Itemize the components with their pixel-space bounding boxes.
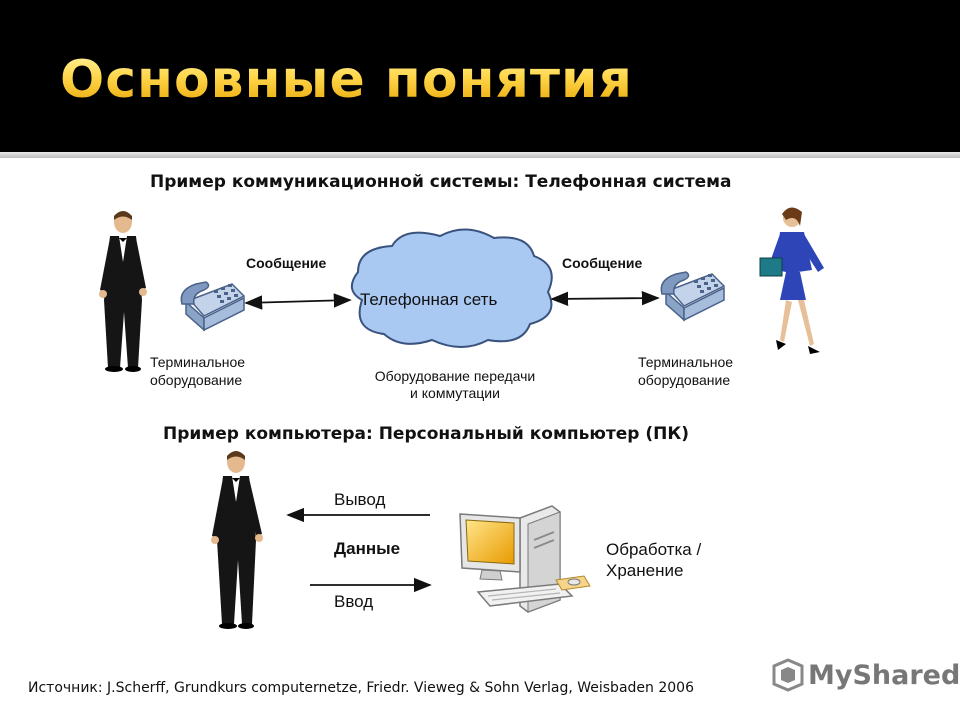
- terminal-label-right-line2: оборудование: [638, 372, 731, 388]
- network-cloud: [352, 229, 552, 347]
- message-label-right: Сообщение: [562, 255, 643, 271]
- arrow-right-link: [552, 298, 658, 299]
- terminal-label-right-line1: Терминальное: [638, 354, 734, 370]
- computer-icon: [460, 506, 590, 612]
- network-equipment-line2: и коммутации: [410, 385, 500, 401]
- input-label: Ввод: [334, 592, 374, 611]
- man-figure-bottom: [211, 451, 263, 629]
- section2-caption: Пример компьютера: Персональный компьютер (ПК): [163, 424, 690, 444]
- message-label-left: Сообщение: [246, 255, 327, 271]
- network-equipment-line1: Оборудование передачи: [374, 368, 536, 384]
- slide-title: Основные понятия: [60, 50, 633, 110]
- phone-icon-left: [181, 282, 244, 330]
- logo-text: MyShared: [808, 660, 960, 691]
- woman-figure: [760, 207, 824, 354]
- output-label: Вывод: [334, 490, 386, 509]
- phone-icon-right: [661, 272, 724, 320]
- section1-caption: Пример коммуникационной системы: Телефонная система: [150, 172, 732, 192]
- processing-label-line2: Хранение: [606, 561, 684, 580]
- terminal-label-left-line1: Терминальное: [150, 354, 246, 370]
- data-label: Данные: [334, 539, 401, 558]
- arrow-left-link: [246, 300, 350, 303]
- processing-label-line1: Обработка /: [606, 540, 702, 559]
- source-citation: Источник: J.Scherff, Grundkurs computernetze, Friedr. Vieweg & Sohn Verlag, Weisbaden 2006: [28, 680, 694, 696]
- terminal-label-left-line2: оборудование: [150, 372, 243, 388]
- cloud-label: Телефонная сеть: [360, 290, 498, 309]
- man-figure-top: [99, 211, 147, 372]
